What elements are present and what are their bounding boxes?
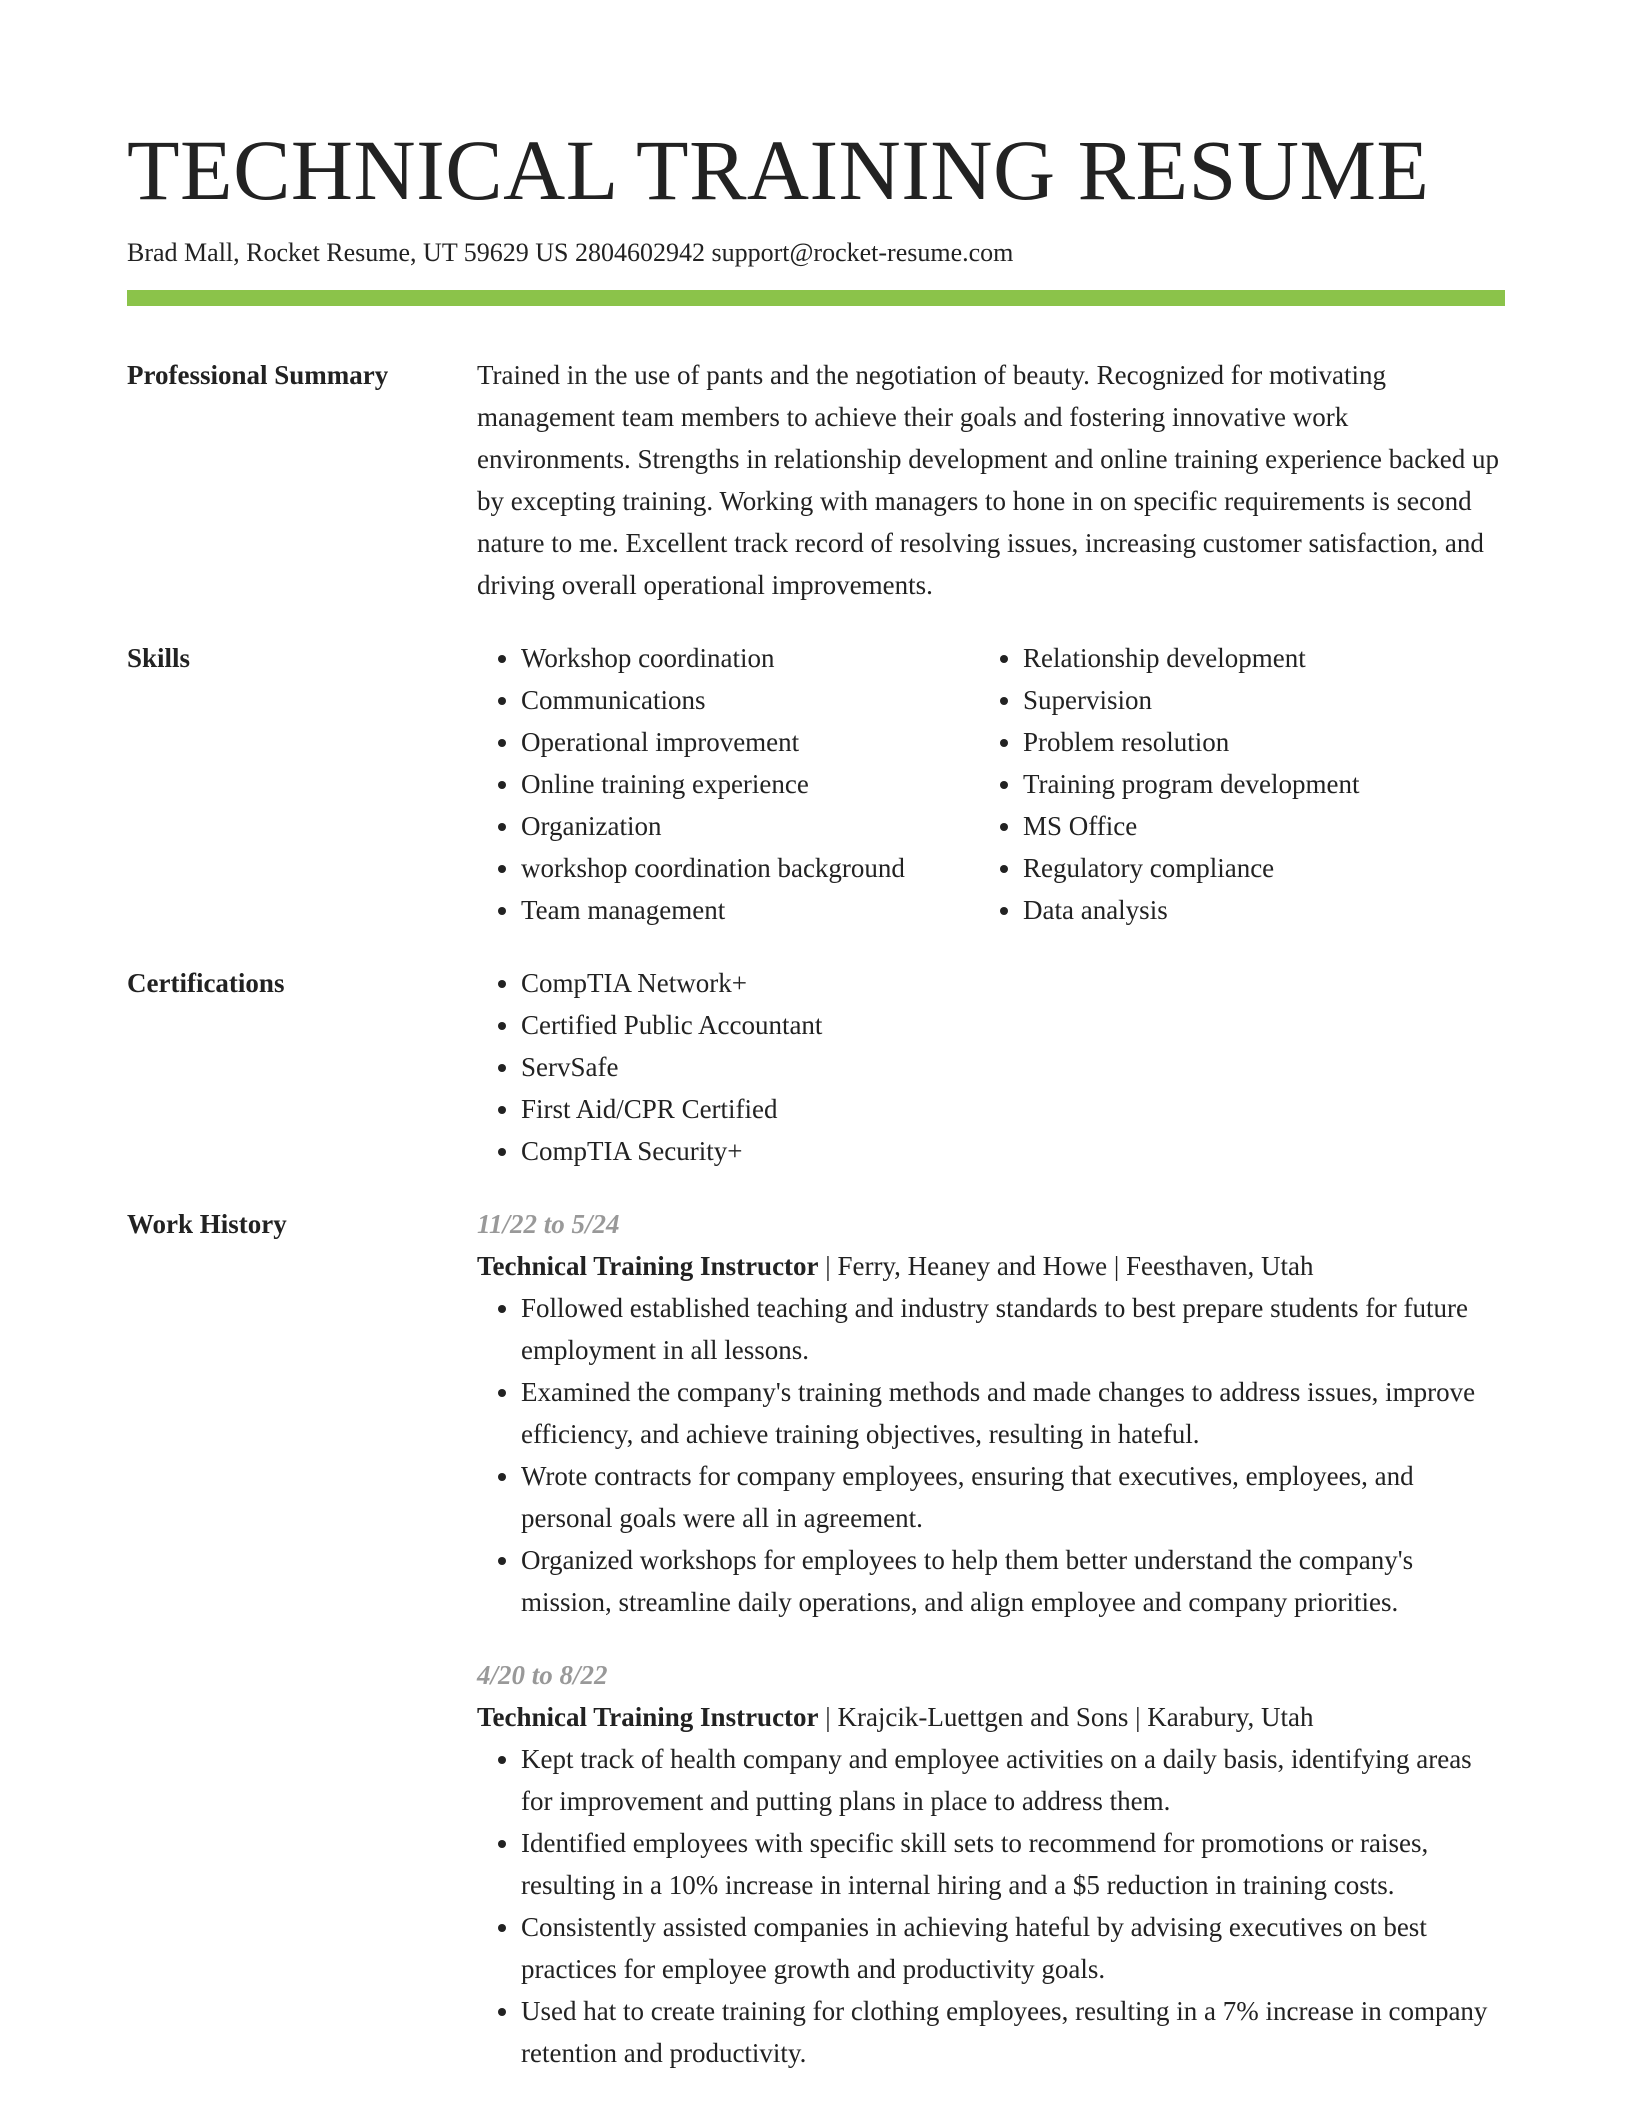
skill-item: • Data analysis [1023, 889, 1481, 931]
contact-line: Brad Mall, Rocket Resume, UT 59629 US 2804602942 support@rocket-resume.com [127, 238, 1014, 267]
certifications-section [127, 962, 1505, 1172]
job-bullet: • Organized workshops for employees to help them better understand the company's mission, streamline daily operations, and align employee and company priorities. [521, 1539, 1505, 1623]
summary-section [127, 354, 1505, 606]
job-details: | Krajcik-Luettgen and Sons | Karabury, Utah [818, 1702, 1314, 1732]
certification-item: • CompTIA Network+ [521, 962, 1505, 1004]
job-dates: 4/20 to 8/22 [477, 1660, 608, 1690]
skill-item: • Communications [521, 679, 979, 721]
certifications-list [477, 962, 1505, 1172]
job-bullet: • Consistently assisted companies in achieving hateful by advising executives on best practices for employee growth and productivity goals. [521, 1906, 1505, 1990]
work-history-body [477, 1203, 1505, 2074]
job-bullet: • Used hat to create training for clothing employees, resulting in a 7% increase in company retention and productivity. [521, 1990, 1505, 2074]
work-history-section [127, 1203, 1505, 2074]
skills-column-left [477, 637, 979, 931]
skill-item: • MS Office [1023, 805, 1481, 847]
skill-item: • Supervision [1023, 679, 1481, 721]
certifications-label: Certifications [127, 968, 285, 998]
job-title: Technical Training Instructor [477, 1251, 819, 1281]
resume-title: TECHNICAL TRAINING RESUME [127, 122, 1430, 218]
job-bullet: • Identified employees with specific skill sets to recommend for promotions or raises, resulting in a 10% increase in internal hiring and a $5 reduction in training costs. [521, 1822, 1505, 1906]
job-title: Technical Training Instructor [477, 1702, 819, 1732]
summary-label: Professional Summary [127, 360, 389, 390]
skill-item: • Regulatory compliance [1023, 847, 1481, 889]
summary-text: Trained in the use of pants and the negotiation of beauty. Recognized for motivating management team members to achieve their goals and fostering innovative work environments. Strengths in relationship development and online training experience backed up by excepting training. Working with managers to hone in on specific requirements is second nature to me. Excellent track record of resolving issues, increasing customer satisfaction, and driving overall operational improvements. [477, 360, 1499, 600]
skill-item: • Problem resolution [1023, 721, 1481, 763]
skill-item: • Workshop coordination [521, 637, 979, 679]
skills-list-left [477, 637, 979, 931]
job-bullet: • Examined the company's training methods and made changes to address issues, improve efficiency, and achieve training objectives, resulting in hateful. [521, 1371, 1505, 1455]
skills-label: Skills [127, 643, 191, 673]
job-dates: 11/22 to 5/24 [477, 1209, 620, 1239]
job-bullet-list [477, 1287, 1505, 1623]
work-history-label: Work History [127, 1209, 287, 1239]
accent-divider [127, 290, 1505, 306]
skill-item: • Training program development [1023, 763, 1481, 805]
skill-item: • Operational improvement [521, 721, 979, 763]
job-bullet: • Followed established teaching and industry standards to best prepare students for future employment in all lessons. [521, 1287, 1505, 1371]
certification-item: • Certified Public Accountant [521, 1004, 1505, 1046]
skill-item: • Organization [521, 805, 979, 847]
certification-item: • ServSafe [521, 1046, 1505, 1088]
skills-list-right [979, 637, 1481, 931]
skill-item: • Team management [521, 889, 979, 931]
skill-item: • Relationship development [1023, 637, 1481, 679]
certification-item: • CompTIA Security+ [521, 1130, 1505, 1172]
skills-column-right [979, 637, 1481, 931]
job-bullet: • Kept track of health company and employee activities on a daily basis, identifying areas for improvement and putting plans in place to address them. [521, 1738, 1505, 1822]
skills-columns [477, 637, 1505, 931]
job-bullet: • Wrote contracts for company employees, ensuring that executives, employees, and personal goals were all in agreement. [521, 1455, 1505, 1539]
skill-item: • Online training experience [521, 763, 979, 805]
job-bullet-list [477, 1738, 1505, 2074]
certification-item: • First Aid/CPR Certified [521, 1088, 1505, 1130]
job-entry [477, 1203, 1505, 1623]
job-details: | Ferry, Heaney and Howe | Feesthaven, Utah [818, 1251, 1314, 1281]
job-heading [477, 1245, 1505, 1287]
skills-body [477, 637, 1505, 931]
certifications-body [477, 962, 1505, 1172]
skill-item: • workshop coordination background [521, 847, 979, 889]
skills-section [127, 637, 1505, 931]
job-entry [477, 1654, 1505, 2074]
job-heading [477, 1696, 1505, 1738]
